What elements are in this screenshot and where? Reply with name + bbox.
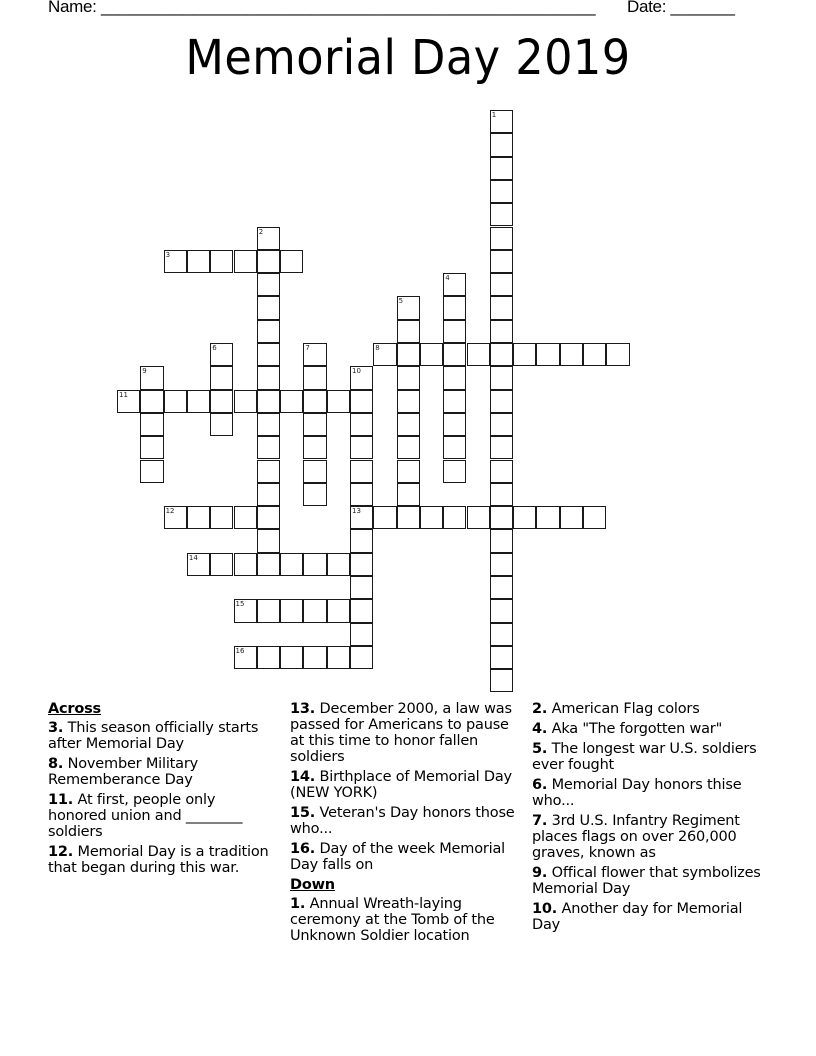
crossword-cell[interactable] — [397, 483, 420, 506]
clue-number: 16 — [235, 646, 245, 655]
clue-down-7: 7. 3rd U.S. Infantry Regiment places flags on over 260,000 graves, known as — [532, 813, 740, 861]
crossword-cell[interactable] — [187, 553, 210, 576]
crossword-cell[interactable] — [490, 436, 513, 459]
clue-number: 11 — [119, 390, 128, 399]
clue-across-13: 13. December 2000, a law was passed for Americans to pause at this time to honor fallen soldiers — [290, 701, 512, 765]
crossword-cell[interactable] — [303, 483, 326, 506]
crossword-cell[interactable] — [350, 460, 373, 483]
crossword-cell[interactable] — [513, 506, 536, 529]
crossword-cell[interactable] — [350, 529, 373, 552]
clue-number: 7 — [305, 344, 310, 352]
crossword-cell[interactable] — [140, 366, 163, 389]
crossword-cell[interactable] — [350, 390, 373, 413]
crossword-cell[interactable] — [327, 390, 350, 413]
clue-number: 5 — [398, 297, 404, 306]
crossword-cell[interactable] — [536, 506, 559, 529]
crossword-cell[interactable] — [420, 506, 443, 529]
crossword-cell[interactable] — [257, 320, 280, 343]
crossword-cell[interactable] — [210, 506, 233, 529]
crossword-cell[interactable] — [490, 110, 513, 133]
crossword-cell[interactable] — [606, 343, 629, 366]
crossword-cell[interactable] — [373, 343, 396, 366]
crossword-cell[interactable] — [397, 506, 420, 529]
crossword-cell[interactable] — [490, 366, 513, 389]
crossword-cell[interactable] — [443, 296, 466, 319]
crossword-cell[interactable] — [443, 436, 466, 459]
crossword-cell[interactable] — [583, 506, 606, 529]
crossword-cell[interactable] — [560, 506, 583, 529]
crossword-cell[interactable] — [350, 413, 373, 436]
crossword-cell[interactable] — [350, 576, 373, 599]
clues-column-2 — [290, 701, 525, 948]
clue-number: 2 — [258, 227, 264, 236]
clues-column-3 — [532, 701, 772, 937]
crossword-cell[interactable] — [560, 343, 583, 366]
crossword-cell[interactable] — [397, 320, 420, 343]
crossword-cell[interactable] — [234, 250, 257, 273]
crossword-cell[interactable] — [397, 436, 420, 459]
crossword-cell[interactable] — [303, 599, 326, 622]
crossword-cell[interactable] — [164, 390, 187, 413]
clue-down-5: 5. The longest war U.S. soldiers ever fought — [532, 741, 757, 773]
crossword-cell[interactable] — [257, 296, 280, 319]
crossword-cell[interactable] — [187, 506, 210, 529]
crossword-cell[interactable] — [234, 599, 257, 622]
crossword-cell[interactable] — [257, 273, 280, 296]
crossword-cell[interactable] — [373, 506, 396, 529]
crossword-cell[interactable] — [257, 227, 280, 250]
clue-number: 12 — [165, 507, 175, 516]
crossword-cell[interactable] — [327, 646, 350, 669]
crossword-cell[interactable] — [303, 460, 326, 483]
crossword-cell[interactable] — [490, 646, 513, 669]
clue-number: 3 — [165, 250, 171, 259]
crossword-cell[interactable] — [513, 343, 536, 366]
clue-number: 1 — [491, 111, 497, 119]
clues-column-1 — [48, 701, 278, 880]
crossword-cell[interactable] — [490, 390, 513, 413]
crossword-cell[interactable] — [397, 296, 420, 319]
crossword-cell[interactable] — [350, 483, 373, 506]
crossword-cell[interactable] — [210, 250, 233, 273]
crossword-cell[interactable] — [140, 460, 163, 483]
crossword-cell[interactable] — [327, 599, 350, 622]
crossword-cell[interactable] — [490, 553, 513, 576]
crossword-cell[interactable] — [210, 390, 233, 413]
clue-across-12: 12. Memorial Day is a tradition that began during this war. — [48, 844, 269, 876]
clue-down-2: 2. American Flag colors — [532, 701, 700, 717]
crossword-cell[interactable] — [187, 250, 210, 273]
crossword-cell[interactable] — [490, 483, 513, 506]
crossword-cell[interactable] — [257, 343, 280, 366]
clue-number: 15 — [235, 600, 245, 609]
crossword-cell[interactable] — [490, 227, 513, 250]
crossword-cell[interactable] — [443, 273, 466, 296]
clue-number: 4 — [445, 274, 450, 283]
clue-down-4: 4. Aka "The forgotten war" — [532, 721, 723, 737]
crossword-cell[interactable] — [210, 366, 233, 389]
across-heading: Across — [48, 701, 101, 717]
crossword-cell[interactable] — [490, 180, 513, 203]
crossword-cell[interactable] — [257, 483, 280, 506]
crossword-cell[interactable] — [140, 436, 163, 459]
crossword-cell[interactable] — [490, 599, 513, 622]
crossword-cell[interactable] — [397, 460, 420, 483]
crossword-cell[interactable] — [350, 553, 373, 576]
crossword-cell[interactable] — [140, 413, 163, 436]
crossword-cell[interactable] — [420, 343, 443, 366]
name-field-label[interactable]: Name: ______________________________________________________ — [48, 0, 596, 16]
crossword-cell[interactable] — [536, 343, 559, 366]
crossword-cell[interactable] — [257, 646, 280, 669]
crossword-cell[interactable] — [327, 553, 350, 576]
crossword-cell[interactable] — [443, 366, 466, 389]
crossword-cell[interactable] — [467, 506, 490, 529]
crossword-cell[interactable] — [397, 366, 420, 389]
crossword-cell[interactable] — [490, 133, 513, 156]
crossword-cell[interactable] — [467, 343, 490, 366]
crossword-cell[interactable] — [280, 553, 303, 576]
crossword-cell[interactable] — [257, 366, 280, 389]
crossword-cell[interactable] — [350, 599, 373, 622]
crossword-cell[interactable] — [257, 436, 280, 459]
crossword-cell[interactable] — [397, 390, 420, 413]
crossword-cell[interactable] — [443, 343, 466, 366]
crossword-cell[interactable] — [490, 157, 513, 180]
crossword-cell[interactable] — [140, 390, 163, 413]
crossword-cell[interactable] — [350, 366, 373, 389]
crossword-cell[interactable] — [257, 529, 280, 552]
clue-across-14: 14. Birthplace of Memorial Day (NEW YORK) — [290, 769, 512, 801]
crossword-cell[interactable] — [443, 320, 466, 343]
crossword-cell[interactable] — [187, 390, 210, 413]
crossword-cell[interactable] — [350, 506, 373, 529]
page-title: Memorial Day 2019 — [185, 30, 631, 86]
clue-down-1: 1. Annual Wreath-laying ceremony at the Tomb of the Unknown Soldier location — [290, 896, 495, 944]
clue-number: 10 — [352, 367, 361, 376]
crossword-cell[interactable] — [490, 343, 513, 366]
crossword-cell[interactable] — [490, 296, 513, 319]
crossword-cell[interactable] — [490, 203, 513, 226]
clue-down-6: 6. Memorial Day honors thise who... — [532, 777, 742, 809]
crossword-cell[interactable] — [164, 506, 187, 529]
crossword-cell[interactable] — [490, 460, 513, 483]
crossword-cell[interactable] — [490, 669, 513, 692]
crossword-cell[interactable] — [350, 623, 373, 646]
clue-number: 14 — [188, 553, 198, 562]
crossword-cell[interactable] — [210, 343, 233, 366]
crossword-cell[interactable] — [350, 646, 373, 669]
crossword-cell[interactable] — [443, 413, 466, 436]
crossword-cell[interactable] — [303, 343, 326, 366]
crossword-cell[interactable] — [210, 413, 233, 436]
clue-number: 6 — [212, 344, 217, 352]
clue-number: 13 — [352, 507, 361, 516]
crossword-cell[interactable] — [257, 250, 280, 273]
crossword-cell[interactable] — [303, 553, 326, 576]
crossword-cell[interactable] — [443, 460, 466, 483]
crossword-cell[interactable] — [490, 413, 513, 436]
crossword-cell[interactable] — [257, 390, 280, 413]
crossword-cell[interactable] — [257, 460, 280, 483]
clue-across-11: 11. At first, people only honored union and ________ soldiers — [48, 792, 243, 840]
crossword-cell[interactable] — [280, 250, 303, 273]
crossword-cell[interactable] — [234, 553, 257, 576]
crossword-cell[interactable] — [490, 320, 513, 343]
crossword-cell[interactable] — [303, 646, 326, 669]
clue-across-15: 15. Veteran's Day honors those who... — [290, 805, 515, 837]
clue-number: 9 — [142, 367, 147, 376]
date-field-label[interactable]: Date: _______ — [627, 0, 735, 16]
crossword-cell[interactable] — [280, 599, 303, 622]
crossword-cell[interactable] — [443, 506, 466, 529]
crossword-cell[interactable] — [280, 646, 303, 669]
crossword-cell[interactable] — [490, 576, 513, 599]
crossword-cell[interactable] — [234, 506, 257, 529]
crossword-cell[interactable] — [257, 599, 280, 622]
crossword-cell[interactable] — [397, 343, 420, 366]
clue-across-3: 3. This season officially starts after Memorial Day — [48, 720, 259, 752]
crossword-cell[interactable] — [257, 413, 280, 436]
crossword-cell[interactable] — [257, 553, 280, 576]
crossword-cell[interactable] — [164, 250, 187, 273]
crossword-cell[interactable] — [117, 390, 140, 413]
crossword-cell[interactable] — [583, 343, 606, 366]
crossword-cell[interactable] — [490, 250, 513, 273]
clue-number: 8 — [375, 344, 380, 352]
crossword-cell[interactable] — [490, 273, 513, 296]
clue-down-10: 10. Another day for Memorial Day — [532, 901, 743, 933]
crossword-cell[interactable] — [280, 390, 303, 413]
crossword-cell[interactable] — [490, 529, 513, 552]
crossword-cell[interactable] — [257, 506, 280, 529]
crossword-cell[interactable] — [303, 436, 326, 459]
crossword-cell[interactable] — [350, 436, 373, 459]
crossword-cell[interactable] — [397, 413, 420, 436]
crossword-cell[interactable] — [490, 506, 513, 529]
crossword-cell[interactable] — [234, 390, 257, 413]
clue-across-8: 8. November Military Rememberance Day — [48, 756, 198, 788]
crossword-cell[interactable] — [210, 553, 233, 576]
crossword-cell[interactable] — [303, 366, 326, 389]
down-heading: Down — [290, 877, 335, 893]
crossword-cell[interactable] — [303, 390, 326, 413]
crossword-cell[interactable] — [234, 646, 257, 669]
crossword-grid — [117, 110, 637, 700]
clue-down-9: 9. Offical flower that symbolizes Memorial Day — [532, 865, 761, 897]
crossword-cell[interactable] — [443, 390, 466, 413]
crossword-cell[interactable] — [303, 413, 326, 436]
crossword-cell[interactable] — [490, 623, 513, 646]
clue-across-16: 16. Day of the week Memorial Day falls on — [290, 841, 505, 873]
